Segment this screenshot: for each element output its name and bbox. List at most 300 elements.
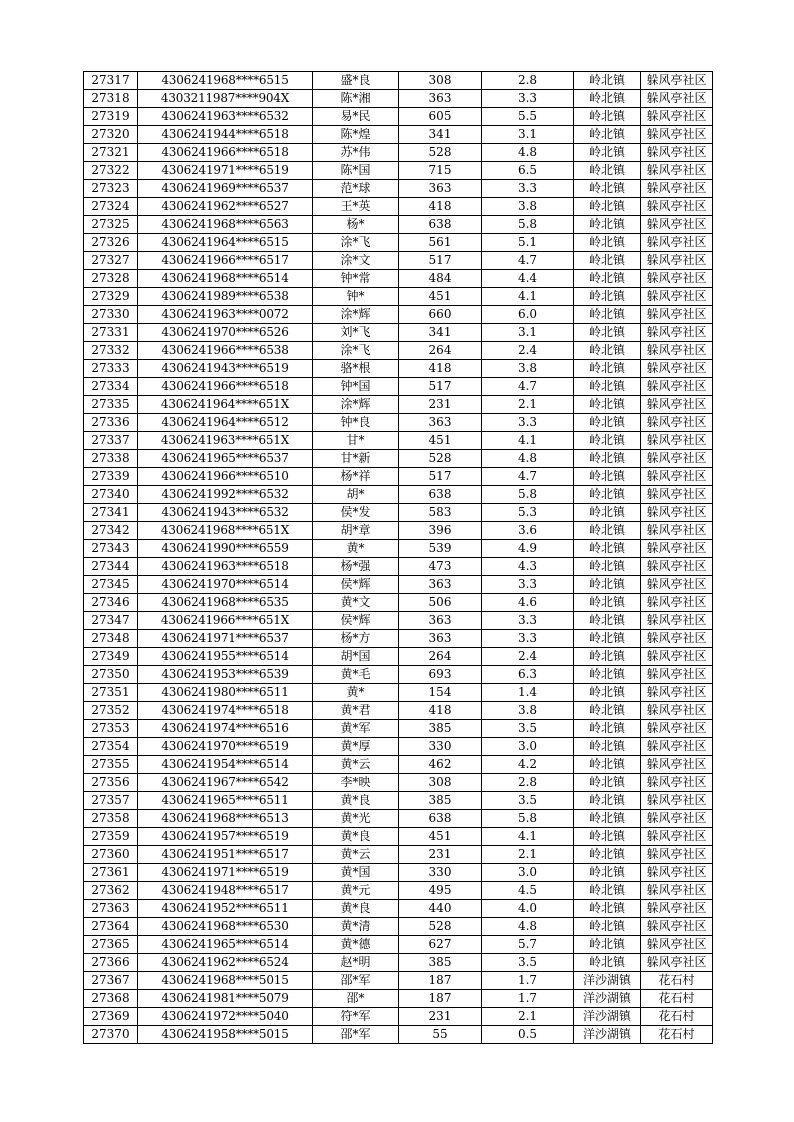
amount-cell: 506 — [399, 594, 482, 612]
amount-cell: 330 — [399, 738, 482, 756]
community-cell: 躲风亭社区 — [641, 630, 713, 648]
name-cell: 邵* — [313, 990, 399, 1008]
amount-cell: 363 — [399, 612, 482, 630]
row-number-cell: 27355 — [84, 756, 138, 774]
id-number-cell: 4306241981****5079 — [138, 990, 313, 1008]
id-number-cell: 4306241953****6539 — [138, 666, 313, 684]
area-cell: 5.5 — [482, 108, 574, 126]
name-cell: 黄*毛 — [313, 666, 399, 684]
name-cell: 骆*根 — [313, 360, 399, 378]
town-cell: 岭北镇 — [574, 630, 641, 648]
town-cell: 洋沙湖镇 — [574, 990, 641, 1008]
table-row — [84, 954, 713, 972]
amount-cell: 627 — [399, 936, 482, 954]
community-cell: 躲风亭社区 — [641, 396, 713, 414]
name-cell: 黄* — [313, 684, 399, 702]
amount-cell: 341 — [399, 324, 482, 342]
amount-cell: 308 — [399, 72, 482, 90]
town-cell: 岭北镇 — [574, 684, 641, 702]
id-number-cell: 4306241957****6519 — [138, 828, 313, 846]
row-number-cell: 27358 — [84, 810, 138, 828]
community-cell: 躲风亭社区 — [641, 432, 713, 450]
name-cell: 盛*良 — [313, 72, 399, 90]
name-cell: 陈*国 — [313, 162, 399, 180]
community-cell: 躲风亭社区 — [641, 504, 713, 522]
community-cell: 躲风亭社区 — [641, 684, 713, 702]
row-number-cell: 27360 — [84, 846, 138, 864]
id-number-cell: 4306241989****6538 — [138, 288, 313, 306]
name-cell: 涂*飞 — [313, 234, 399, 252]
id-number-cell: 4306241954****6514 — [138, 756, 313, 774]
name-cell: 甘*新 — [313, 450, 399, 468]
town-cell: 岭北镇 — [574, 576, 641, 594]
table-row — [84, 990, 713, 1008]
amount-cell: 583 — [399, 504, 482, 522]
table-row — [84, 414, 713, 432]
amount-cell: 418 — [399, 702, 482, 720]
id-number-cell: 4306241951****6517 — [138, 846, 313, 864]
town-cell: 岭北镇 — [574, 504, 641, 522]
amount-cell: 363 — [399, 180, 482, 198]
id-number-cell: 4306241952****6511 — [138, 900, 313, 918]
area-cell: 4.0 — [482, 900, 574, 918]
area-cell: 4.8 — [482, 918, 574, 936]
town-cell: 岭北镇 — [574, 144, 641, 162]
table-body — [84, 72, 713, 1044]
amount-cell: 605 — [399, 108, 482, 126]
area-cell: 3.8 — [482, 198, 574, 216]
town-cell: 岭北镇 — [574, 882, 641, 900]
id-number-cell: 4306241963****6518 — [138, 558, 313, 576]
community-cell: 躲风亭社区 — [641, 954, 713, 972]
amount-cell: 495 — [399, 882, 482, 900]
community-cell: 躲风亭社区 — [641, 234, 713, 252]
community-cell: 躲风亭社区 — [641, 144, 713, 162]
amount-cell: 539 — [399, 540, 482, 558]
community-cell: 躲风亭社区 — [641, 918, 713, 936]
name-cell: 杨*方 — [313, 630, 399, 648]
area-cell: 4.9 — [482, 540, 574, 558]
town-cell: 洋沙湖镇 — [574, 972, 641, 990]
community-cell: 躲风亭社区 — [641, 378, 713, 396]
area-cell: 1.7 — [482, 990, 574, 1008]
community-cell: 躲风亭社区 — [641, 306, 713, 324]
town-cell: 岭北镇 — [574, 756, 641, 774]
row-number-cell: 27319 — [84, 108, 138, 126]
id-number-cell: 4306241966****6510 — [138, 468, 313, 486]
amount-cell: 264 — [399, 648, 482, 666]
area-cell: 4.7 — [482, 252, 574, 270]
amount-cell: 187 — [399, 972, 482, 990]
name-cell: 钟*良 — [313, 414, 399, 432]
name-cell: 胡*国 — [313, 648, 399, 666]
id-number-cell: 4306241965****6514 — [138, 936, 313, 954]
town-cell: 岭北镇 — [574, 216, 641, 234]
record-table — [83, 71, 713, 1044]
name-cell: 涂*文 — [313, 252, 399, 270]
area-cell: 5.7 — [482, 936, 574, 954]
row-number-cell: 27339 — [84, 468, 138, 486]
id-number-cell: 4306241962****6524 — [138, 954, 313, 972]
row-number-cell: 27356 — [84, 774, 138, 792]
town-cell: 洋沙湖镇 — [574, 1008, 641, 1026]
row-number-cell: 27330 — [84, 306, 138, 324]
name-cell: 钟*常 — [313, 270, 399, 288]
town-cell: 岭北镇 — [574, 594, 641, 612]
town-cell: 岭北镇 — [574, 522, 641, 540]
amount-cell: 418 — [399, 198, 482, 216]
area-cell: 5.3 — [482, 504, 574, 522]
table-row — [84, 234, 713, 252]
town-cell: 岭北镇 — [574, 72, 641, 90]
row-number-cell: 27347 — [84, 612, 138, 630]
name-cell: 邵*军 — [313, 972, 399, 990]
town-cell: 岭北镇 — [574, 558, 641, 576]
id-number-cell: 4306241970****6519 — [138, 738, 313, 756]
row-number-cell: 27365 — [84, 936, 138, 954]
id-number-cell: 4306241970****6526 — [138, 324, 313, 342]
table-row — [84, 180, 713, 198]
name-cell: 易*民 — [313, 108, 399, 126]
town-cell: 岭北镇 — [574, 954, 641, 972]
area-cell: 4.7 — [482, 468, 574, 486]
area-cell: 4.1 — [482, 288, 574, 306]
community-cell: 花石村 — [641, 1008, 713, 1026]
town-cell: 岭北镇 — [574, 702, 641, 720]
table-row — [84, 342, 713, 360]
community-cell: 躲风亭社区 — [641, 162, 713, 180]
community-cell: 躲风亭社区 — [641, 720, 713, 738]
table-row — [84, 666, 713, 684]
name-cell: 甘* — [313, 432, 399, 450]
amount-cell: 528 — [399, 918, 482, 936]
area-cell: 3.1 — [482, 126, 574, 144]
id-number-cell: 4306241967****6542 — [138, 774, 313, 792]
id-number-cell: 4306241965****6511 — [138, 792, 313, 810]
name-cell: 黄*文 — [313, 594, 399, 612]
row-number-cell: 27329 — [84, 288, 138, 306]
table-row — [84, 378, 713, 396]
community-cell: 躲风亭社区 — [641, 270, 713, 288]
row-number-cell: 27327 — [84, 252, 138, 270]
town-cell: 岭北镇 — [574, 360, 641, 378]
row-number-cell: 27331 — [84, 324, 138, 342]
town-cell: 岭北镇 — [574, 720, 641, 738]
area-cell: 5.1 — [482, 234, 574, 252]
table-row — [84, 270, 713, 288]
name-cell: 黄*良 — [313, 792, 399, 810]
row-number-cell: 27320 — [84, 126, 138, 144]
row-number-cell: 27364 — [84, 918, 138, 936]
id-number-cell: 4306241974****6518 — [138, 702, 313, 720]
amount-cell: 363 — [399, 630, 482, 648]
amount-cell: 484 — [399, 270, 482, 288]
table-row — [84, 90, 713, 108]
town-cell: 岭北镇 — [574, 648, 641, 666]
id-number-cell: 4306241965****6537 — [138, 450, 313, 468]
area-cell: 6.0 — [482, 306, 574, 324]
amount-cell: 451 — [399, 432, 482, 450]
table-row — [84, 468, 713, 486]
table-row — [84, 792, 713, 810]
table-row — [84, 972, 713, 990]
table-row — [84, 828, 713, 846]
town-cell: 岭北镇 — [574, 342, 641, 360]
area-cell: 4.8 — [482, 450, 574, 468]
amount-cell: 451 — [399, 828, 482, 846]
community-cell: 躲风亭社区 — [641, 702, 713, 720]
name-cell: 钟* — [313, 288, 399, 306]
id-number-cell: 4306241968****6535 — [138, 594, 313, 612]
town-cell: 岭北镇 — [574, 288, 641, 306]
name-cell: 胡*章 — [313, 522, 399, 540]
community-cell: 躲风亭社区 — [641, 594, 713, 612]
table-row — [84, 540, 713, 558]
name-cell: 刘*飞 — [313, 324, 399, 342]
table-row — [84, 126, 713, 144]
amount-cell: 638 — [399, 486, 482, 504]
town-cell: 岭北镇 — [574, 666, 641, 684]
id-number-cell: 4306241968****6513 — [138, 810, 313, 828]
table-row — [84, 576, 713, 594]
name-cell: 黄*国 — [313, 864, 399, 882]
table-row — [84, 450, 713, 468]
row-number-cell: 27345 — [84, 576, 138, 594]
id-number-cell: 4306241968****6514 — [138, 270, 313, 288]
name-cell: 黄*德 — [313, 936, 399, 954]
row-number-cell: 27343 — [84, 540, 138, 558]
town-cell: 岭北镇 — [574, 792, 641, 810]
area-cell: 6.3 — [482, 666, 574, 684]
community-cell: 躲风亭社区 — [641, 216, 713, 234]
id-number-cell: 4306241968****6530 — [138, 918, 313, 936]
community-cell: 躲风亭社区 — [641, 828, 713, 846]
name-cell: 黄*光 — [313, 810, 399, 828]
table-row — [84, 900, 713, 918]
town-cell: 岭北镇 — [574, 108, 641, 126]
row-number-cell: 27368 — [84, 990, 138, 1008]
area-cell: 4.1 — [482, 432, 574, 450]
area-cell: 3.0 — [482, 738, 574, 756]
community-cell: 躲风亭社区 — [641, 324, 713, 342]
town-cell: 岭北镇 — [574, 450, 641, 468]
community-cell: 躲风亭社区 — [641, 414, 713, 432]
id-number-cell: 4306241971****6519 — [138, 864, 313, 882]
table-row — [84, 324, 713, 342]
town-cell: 岭北镇 — [574, 252, 641, 270]
row-number-cell: 27342 — [84, 522, 138, 540]
town-cell: 岭北镇 — [574, 324, 641, 342]
area-cell: 3.3 — [482, 576, 574, 594]
community-cell: 躲风亭社区 — [641, 792, 713, 810]
amount-cell: 330 — [399, 864, 482, 882]
row-number-cell: 27361 — [84, 864, 138, 882]
community-cell: 躲风亭社区 — [641, 558, 713, 576]
amount-cell: 517 — [399, 252, 482, 270]
amount-cell: 264 — [399, 342, 482, 360]
area-cell: 3.8 — [482, 360, 574, 378]
community-cell: 躲风亭社区 — [641, 666, 713, 684]
table-row — [84, 252, 713, 270]
id-number-cell: 4306241980****6511 — [138, 684, 313, 702]
community-cell: 躲风亭社区 — [641, 180, 713, 198]
row-number-cell: 27349 — [84, 648, 138, 666]
table-row — [84, 594, 713, 612]
row-number-cell: 27341 — [84, 504, 138, 522]
table-row — [84, 810, 713, 828]
town-cell: 岭北镇 — [574, 234, 641, 252]
table-row — [84, 144, 713, 162]
area-cell: 2.8 — [482, 72, 574, 90]
community-cell: 躲风亭社区 — [641, 774, 713, 792]
row-number-cell: 27337 — [84, 432, 138, 450]
community-cell: 躲风亭社区 — [641, 576, 713, 594]
table-row — [84, 882, 713, 900]
area-cell: 4.8 — [482, 144, 574, 162]
id-number-cell: 4306241943****6519 — [138, 360, 313, 378]
community-cell: 躲风亭社区 — [641, 756, 713, 774]
town-cell: 岭北镇 — [574, 180, 641, 198]
community-cell: 躲风亭社区 — [641, 252, 713, 270]
row-number-cell: 27340 — [84, 486, 138, 504]
table-row — [84, 558, 713, 576]
table-row — [84, 162, 713, 180]
town-cell: 洋沙湖镇 — [574, 1026, 641, 1044]
name-cell: 邵*军 — [313, 1026, 399, 1044]
row-number-cell: 27344 — [84, 558, 138, 576]
row-number-cell: 27359 — [84, 828, 138, 846]
row-number-cell: 27362 — [84, 882, 138, 900]
row-number-cell: 27333 — [84, 360, 138, 378]
town-cell: 岭北镇 — [574, 432, 641, 450]
amount-cell: 517 — [399, 378, 482, 396]
table-row — [84, 738, 713, 756]
name-cell: 黄*清 — [313, 918, 399, 936]
town-cell: 岭北镇 — [574, 738, 641, 756]
community-cell: 躲风亭社区 — [641, 612, 713, 630]
community-cell: 躲风亭社区 — [641, 90, 713, 108]
area-cell: 4.2 — [482, 756, 574, 774]
town-cell: 岭北镇 — [574, 540, 641, 558]
town-cell: 岭北镇 — [574, 378, 641, 396]
amount-cell: 385 — [399, 720, 482, 738]
row-number-cell: 27334 — [84, 378, 138, 396]
name-cell: 王*英 — [313, 198, 399, 216]
name-cell: 黄*军 — [313, 720, 399, 738]
amount-cell: 341 — [399, 126, 482, 144]
community-cell: 躲风亭社区 — [641, 360, 713, 378]
name-cell: 涂*飞 — [313, 342, 399, 360]
amount-cell: 385 — [399, 954, 482, 972]
area-cell: 4.3 — [482, 558, 574, 576]
id-number-cell: 4306241971****6537 — [138, 630, 313, 648]
area-cell: 4.7 — [482, 378, 574, 396]
area-cell: 6.5 — [482, 162, 574, 180]
table-row — [84, 720, 713, 738]
table-row — [84, 1008, 713, 1026]
name-cell: 胡* — [313, 486, 399, 504]
row-number-cell: 27318 — [84, 90, 138, 108]
row-number-cell: 27353 — [84, 720, 138, 738]
community-cell: 躲风亭社区 — [641, 72, 713, 90]
table-row — [84, 918, 713, 936]
table-row — [84, 216, 713, 234]
table-row — [84, 648, 713, 666]
amount-cell: 363 — [399, 414, 482, 432]
area-cell: 3.0 — [482, 864, 574, 882]
area-cell: 4.1 — [482, 828, 574, 846]
community-cell: 躲风亭社区 — [641, 882, 713, 900]
id-number-cell: 4306241944****6518 — [138, 126, 313, 144]
name-cell: 黄*君 — [313, 702, 399, 720]
table-row — [84, 774, 713, 792]
table-row — [84, 360, 713, 378]
town-cell: 岭北镇 — [574, 306, 641, 324]
name-cell: 杨*祥 — [313, 468, 399, 486]
area-cell: 1.4 — [482, 684, 574, 702]
name-cell: 符*军 — [313, 1008, 399, 1026]
amount-cell: 451 — [399, 288, 482, 306]
id-number-cell: 4306241948****6517 — [138, 882, 313, 900]
amount-cell: 231 — [399, 846, 482, 864]
area-cell: 5.8 — [482, 216, 574, 234]
amount-cell: 55 — [399, 1026, 482, 1044]
id-number-cell: 4306241969****6537 — [138, 180, 313, 198]
community-cell: 花石村 — [641, 990, 713, 1008]
name-cell: 侯*辉 — [313, 576, 399, 594]
amount-cell: 528 — [399, 450, 482, 468]
community-cell: 躲风亭社区 — [641, 198, 713, 216]
amount-cell: 231 — [399, 1008, 482, 1026]
id-number-cell: 4306241968****651X — [138, 522, 313, 540]
row-number-cell: 27325 — [84, 216, 138, 234]
area-cell: 2.8 — [482, 774, 574, 792]
amount-cell: 363 — [399, 90, 482, 108]
table-row — [84, 846, 713, 864]
amount-cell: 385 — [399, 792, 482, 810]
community-cell: 躲风亭社区 — [641, 846, 713, 864]
town-cell: 岭北镇 — [574, 414, 641, 432]
amount-cell: 693 — [399, 666, 482, 684]
name-cell: 陈*煌 — [313, 126, 399, 144]
name-cell: 钟*国 — [313, 378, 399, 396]
name-cell: 陈*湘 — [313, 90, 399, 108]
town-cell: 岭北镇 — [574, 162, 641, 180]
row-number-cell: 27351 — [84, 684, 138, 702]
row-number-cell: 27350 — [84, 666, 138, 684]
table-row — [84, 72, 713, 90]
area-cell: 3.1 — [482, 324, 574, 342]
area-cell: 2.1 — [482, 1008, 574, 1026]
community-cell: 躲风亭社区 — [641, 288, 713, 306]
id-number-cell: 4306241992****6532 — [138, 486, 313, 504]
town-cell: 岭北镇 — [574, 846, 641, 864]
name-cell: 涂*辉 — [313, 396, 399, 414]
area-cell: 1.7 — [482, 972, 574, 990]
id-number-cell: 4306241963****651X — [138, 432, 313, 450]
town-cell: 岭北镇 — [574, 270, 641, 288]
table-row — [84, 756, 713, 774]
town-cell: 岭北镇 — [574, 936, 641, 954]
id-number-cell: 4306241966****6518 — [138, 378, 313, 396]
amount-cell: 561 — [399, 234, 482, 252]
town-cell: 岭北镇 — [574, 468, 641, 486]
community-cell: 躲风亭社区 — [641, 936, 713, 954]
id-number-cell: 4306241966****651X — [138, 612, 313, 630]
name-cell: 黄*元 — [313, 882, 399, 900]
row-number-cell: 27348 — [84, 630, 138, 648]
area-cell: 4.6 — [482, 594, 574, 612]
